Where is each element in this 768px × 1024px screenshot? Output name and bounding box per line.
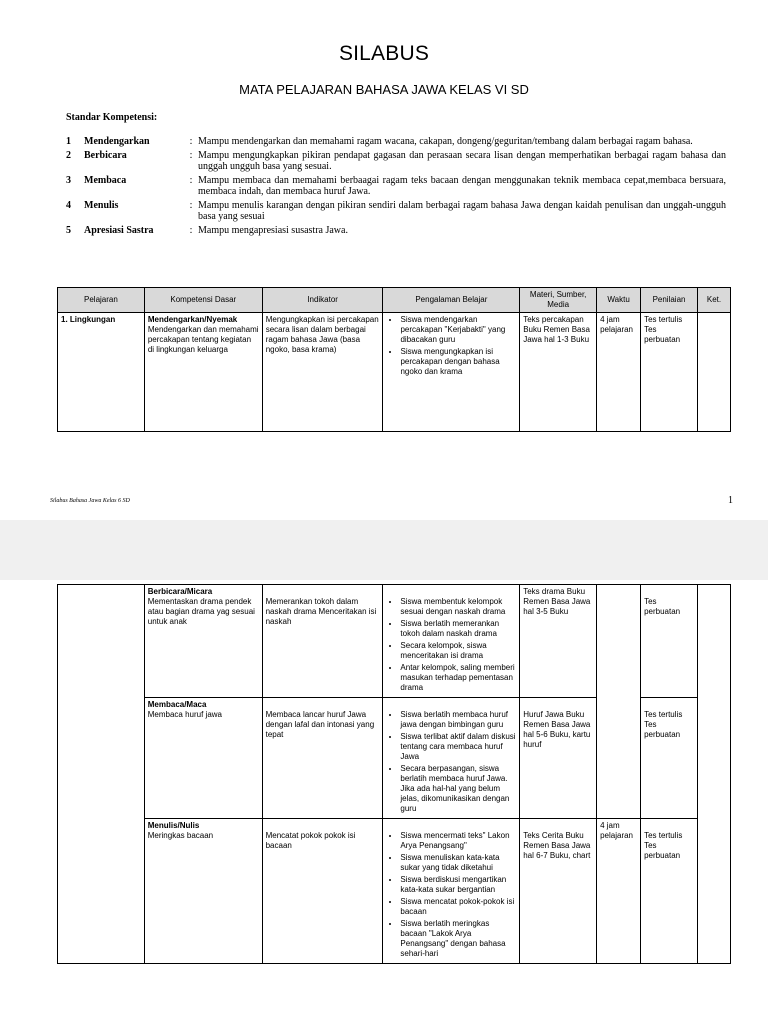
cell-penilaian	[641, 585, 698, 698]
indikator-text: Memerankan tokoh dalam naskah drama Menceritakan isi naskah	[265, 597, 377, 626]
cell-kompetensi-dasar	[144, 585, 262, 698]
cell-kompetensi-dasar	[144, 698, 262, 819]
standar-number: 3	[66, 174, 71, 186]
cell-kompetensi-dasar	[144, 313, 262, 432]
standar-kompetensi-heading: Standar Kompetensi:	[66, 112, 158, 123]
standar-colon: :	[189, 174, 193, 186]
standar-colon: :	[189, 136, 193, 147]
materi-text: Teks drama Buku Remen Basa Jawa hal 3-5 Buku	[523, 587, 591, 616]
list-item: • Siswa mengungkapkan isi percakapan dengan bahasa ngoko dan krama	[400, 347, 516, 377]
cell-penilaian: Tes tertulis Tes perbuatan	[641, 313, 698, 432]
header-kompetensi-dasar: Kompetensi Dasar	[144, 288, 262, 313]
penilaian-text: Tes tertulis Tes perbuatan	[644, 710, 683, 739]
cell-ket	[698, 313, 731, 432]
kd-text: Mementaskan drama pendek atau bagian drama yag sesuai untuk anak	[147, 597, 255, 626]
header-pelajaran: Pelajaran	[58, 288, 145, 313]
materi-text: Huruf Jawa Buku Remen Basa Jawa hal 5-6 Buku, kartu huruf	[523, 710, 591, 749]
cell-pelajaran	[58, 585, 145, 964]
pengalaman-list	[386, 831, 516, 959]
silabus-table-2	[57, 584, 731, 964]
standar-item	[66, 136, 726, 148]
list-item: • Siswa berlatih meringkas bacaan "Lakok Arya Penangsang" dengan bahasa sehari-hari	[400, 919, 516, 959]
standar-name: Apresiasi Sastra	[84, 224, 154, 236]
pengalaman-list	[386, 710, 516, 814]
cell-pengalaman-belajar	[383, 313, 520, 432]
kd-title: Mendengarkan/Nyemak	[147, 315, 238, 324]
standar-colon: :	[189, 149, 193, 161]
standar-item	[66, 225, 726, 237]
cell-pengalaman-belajar	[383, 819, 520, 964]
cell-materi: Teks percakapan Buku Remen Basa Jawa hal 1-3 Buku	[520, 313, 597, 432]
kd-title: Menulis/Nulis	[147, 821, 200, 830]
pengalaman-list	[386, 315, 516, 377]
penilaian-text: Tes tertulis Tes perbuatan	[644, 831, 683, 860]
penilaian-text: Tes perbuatan	[644, 597, 681, 616]
cell-indikator	[262, 698, 383, 819]
cell-materi	[520, 585, 597, 698]
cell-pengalaman-belajar	[383, 585, 520, 698]
indikator-text: Membaca lancar huruf Jawa dengan lafal dan intonasi yang tepat	[265, 710, 375, 739]
cell-indikator: Mengungkapkan isi percakapan secara lisan dalam berbagai ragam bahasa Jawa (basa ngoko, basa krama)	[262, 313, 383, 432]
cell-ket	[698, 585, 731, 964]
standar-number: 1	[66, 136, 71, 147]
standar-text: Mampu mendengarkan dan memahami ragam wacana, cakapan, dongeng/geguritan/tembang dalam berbagai ragam bahasa.	[198, 136, 693, 147]
standar-name: Mendengarkan	[84, 136, 150, 147]
list-item: • Siswa menuliskan kata-kata sukar yang tidak diketahui	[400, 853, 516, 873]
cell-indikator	[262, 585, 383, 698]
cell-waktu: 4 jam pelajaran	[597, 819, 641, 964]
standar-name: Membaca	[84, 174, 127, 186]
document-page-2	[0, 580, 768, 1024]
standar-text: Mampu mengungkapkan pikiran pendapat gagasan dan perasaan secara lisan dengan memperhatikan berbagai ragam bahasa dan unggah ungguh basa yang sesuai.	[198, 149, 726, 172]
materi-text: Teks Cerita Buku Remen Basa Jawa hal 6-7 Buku, chart	[523, 831, 591, 860]
header-materi: Materi, Sumber, Media	[520, 288, 597, 313]
standar-item	[66, 175, 726, 198]
kd-text: Meringkas bacaan	[147, 831, 214, 840]
document-title: SILABUS	[338, 42, 430, 65]
kd-title: Membaca/Maca	[147, 700, 207, 709]
standar-name: Menulis	[84, 199, 119, 211]
kd-text: Mendengarkan dan memahami percakapan tentang kegiatan di lingkungan keluarga	[147, 325, 259, 354]
standar-text: Mampu mengapresiasi susastra Jawa.	[198, 224, 348, 236]
list-item: • Antar kelompok, saling memberi masukan terhadap pementasan drama	[400, 663, 516, 693]
cell-indikator	[262, 819, 383, 964]
table-row	[58, 313, 731, 432]
standar-number: 2	[66, 149, 71, 161]
cell-penilaian	[641, 819, 698, 964]
kd-title: Berbicara/Micara	[147, 587, 213, 596]
list-item: • Siswa membentuk kelompok sesuai dengan naskah drama	[400, 597, 516, 617]
cell-materi	[520, 819, 597, 964]
list-item: • Siswa mencatat pokok-pokok isi bacaan	[400, 897, 516, 917]
indikator-text: Mencatat pokok pokok isi bacaan	[265, 831, 356, 850]
standar-colon: :	[189, 199, 193, 211]
list-item: • Secara berpasangan, siswa berlatih membaca huruf Jawa. Jika ada hal-hal yang belum jelas, dikomunikasikan dengan guru	[400, 764, 516, 814]
cell-penilaian	[641, 698, 698, 819]
standar-kompetensi-list	[66, 136, 726, 238]
cell-waktu	[597, 585, 641, 819]
page-gap	[0, 520, 768, 580]
document-subtitle: MATA PELAJARAN BAHASA JAWA KELAS VI SD	[239, 82, 529, 97]
table-row	[58, 585, 731, 698]
standar-name: Berbicara	[84, 149, 127, 161]
standar-number: 4	[66, 199, 71, 211]
header-pengalaman-belajar: Pengalaman Belajar	[383, 288, 520, 313]
list-item: • Siswa mendengarkan percakapan "Kerjabakti" yang dibacakan guru	[400, 315, 516, 345]
standar-text: Mampu membaca dan memahami berbaagai ragam teks bacaan dengan menggunakan teknik membaca cepat,membaca bersuara, membaca indah, dan membaca huruf Jawa.	[198, 174, 726, 197]
pengalaman-list	[386, 597, 516, 693]
header-ket: Ket.	[698, 288, 731, 313]
standar-colon: :	[189, 224, 193, 236]
table-header-row	[58, 288, 731, 313]
standar-item	[66, 150, 726, 173]
standar-item	[66, 200, 726, 223]
cell-materi	[520, 698, 597, 819]
list-item: • Siswa berlatih memerankan tokoh dalam naskah drama	[400, 619, 516, 639]
kd-text: Membaca huruf jawa	[147, 710, 223, 719]
header-penilaian: Penilaian	[641, 288, 698, 313]
cell-waktu: 4 jam pelajaran	[597, 313, 641, 432]
cell-kompetensi-dasar	[144, 819, 262, 964]
page-number: 1	[728, 495, 733, 506]
standar-number: 5	[66, 224, 71, 236]
cell-pengalaman-belajar	[383, 698, 520, 819]
table-row	[58, 819, 731, 964]
header-waktu: Waktu	[597, 288, 641, 313]
header-indikator: Indikator	[262, 288, 383, 313]
list-item: • Secara kelompok, siswa menceritakan isi drama	[400, 641, 516, 661]
silabus-table-1	[57, 287, 731, 432]
list-item: • Siswa berlatih membaca huruf jawa dengan bimbingan guru	[400, 710, 516, 730]
list-item: • Siswa mencermati teks" Lakon Arya Penangsang"	[400, 831, 516, 851]
list-item: • Siswa berdiskusi mengartikan kata-kata sukar bergantian	[400, 875, 516, 895]
page-footer-title: Silabus Bahasa Jawa Kelas 6 SD	[50, 498, 130, 504]
list-item: • Siswa terlibat aktif dalam diskusi tentang cara membaca huruf Jawa	[400, 732, 516, 762]
standar-text: Mampu menulis karangan dengan pikiran sendiri dalam berbagai ragam bahasa Jawa dengan kaidah penulisan dan unggah-ungguh basa yang sesuai	[198, 199, 726, 222]
cell-pelajaran: 1. Lingkungan	[58, 313, 145, 432]
